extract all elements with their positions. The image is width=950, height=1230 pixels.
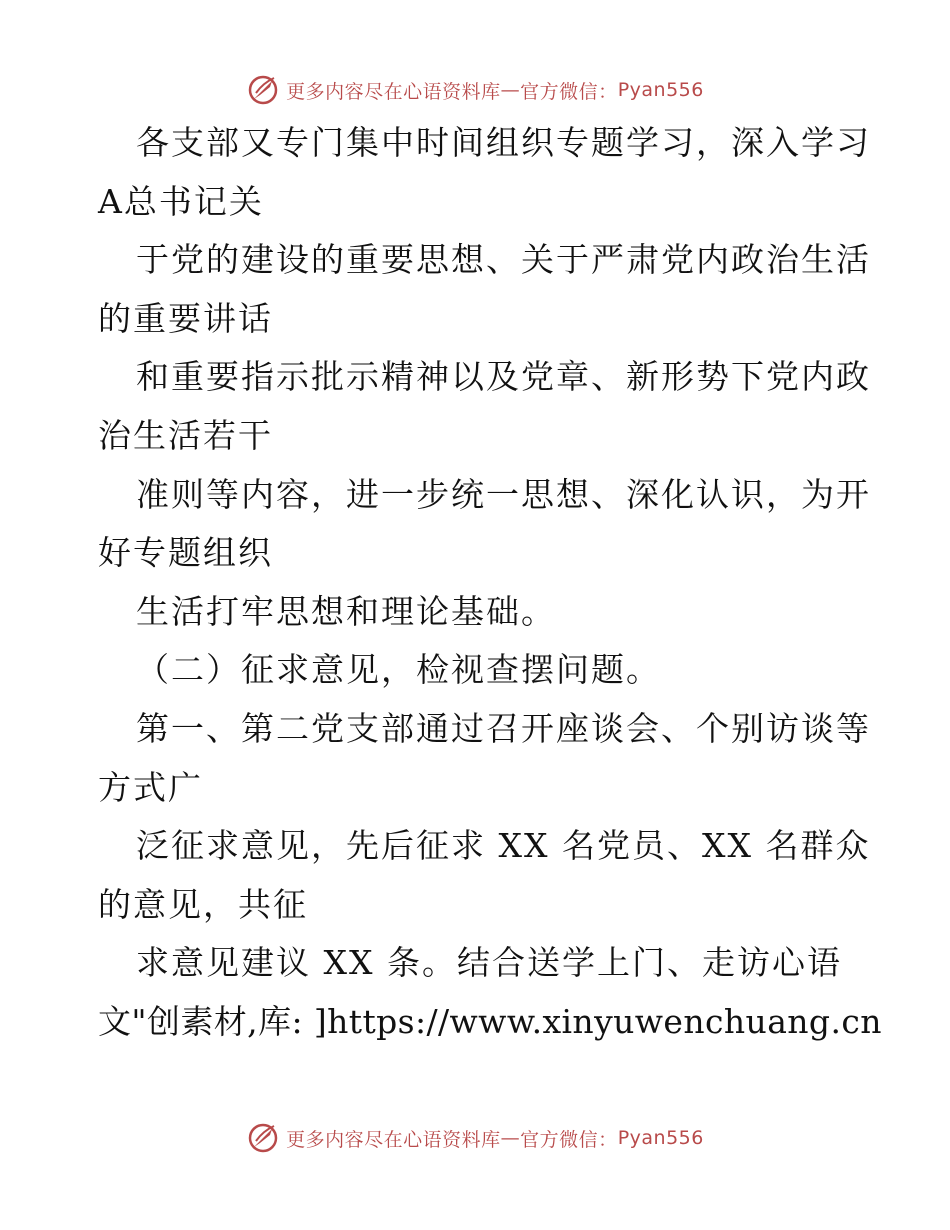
wechat-label: 官方微信： xyxy=(520,1128,618,1151)
text-line: 方式广 xyxy=(98,767,203,807)
text-line: 的意见，共征 xyxy=(98,884,308,924)
text-line: 准则等内容，进一步统一思想、深化认识，为开 xyxy=(136,474,871,514)
quill-pen-logo-icon xyxy=(246,73,280,107)
text-line: 求意见建议 XX 条。结合送学上门、走访心语 xyxy=(136,943,842,983)
section-heading: （二）征求意见，检视查摆问题。 xyxy=(136,650,661,690)
text-line: 和重要指示批示精神以及党章、新形势下党内政 xyxy=(136,357,871,397)
brand-text: 更多内容尽在心语资料库 xyxy=(286,80,501,103)
text-line: 于党的建设的重要思想、关于严肃党内政治生活 xyxy=(136,240,871,280)
document-body xyxy=(98,114,882,1052)
text-line: 的重要讲话 xyxy=(98,298,273,338)
text-line: 各支部又专门集中时间组织专题学习，深入学习 xyxy=(136,123,871,162)
text-line: 生活打牢思想和理论基础。 xyxy=(136,591,556,631)
brand-text: 更多内容尽在心语资料库 xyxy=(286,1128,501,1151)
text-line: 好专题组织 xyxy=(98,533,273,573)
wechat-label: 官方微信： xyxy=(520,80,618,103)
wechat-id: Pyan556 xyxy=(617,79,704,101)
dash: — xyxy=(500,1127,521,1149)
dash: — xyxy=(500,79,521,101)
wechat-id: Pyan556 xyxy=(617,1127,704,1149)
header-watermark xyxy=(0,70,950,110)
text-line: 治生活若干 xyxy=(98,415,273,455)
text-line-url: 文"创素材,库: ]https://www.xinyuwenchuang.cn xyxy=(98,1001,882,1041)
text-line: A总书记关 xyxy=(98,181,264,221)
footer-watermark xyxy=(0,1118,950,1158)
text-line: 第一、第二党支部通过召开座谈会、个别访谈等 xyxy=(136,708,871,748)
quill-pen-logo-icon xyxy=(246,1121,280,1155)
text-line: 泛征求意见，先后征求 XX 名党员、XX 名群众 xyxy=(136,826,871,866)
